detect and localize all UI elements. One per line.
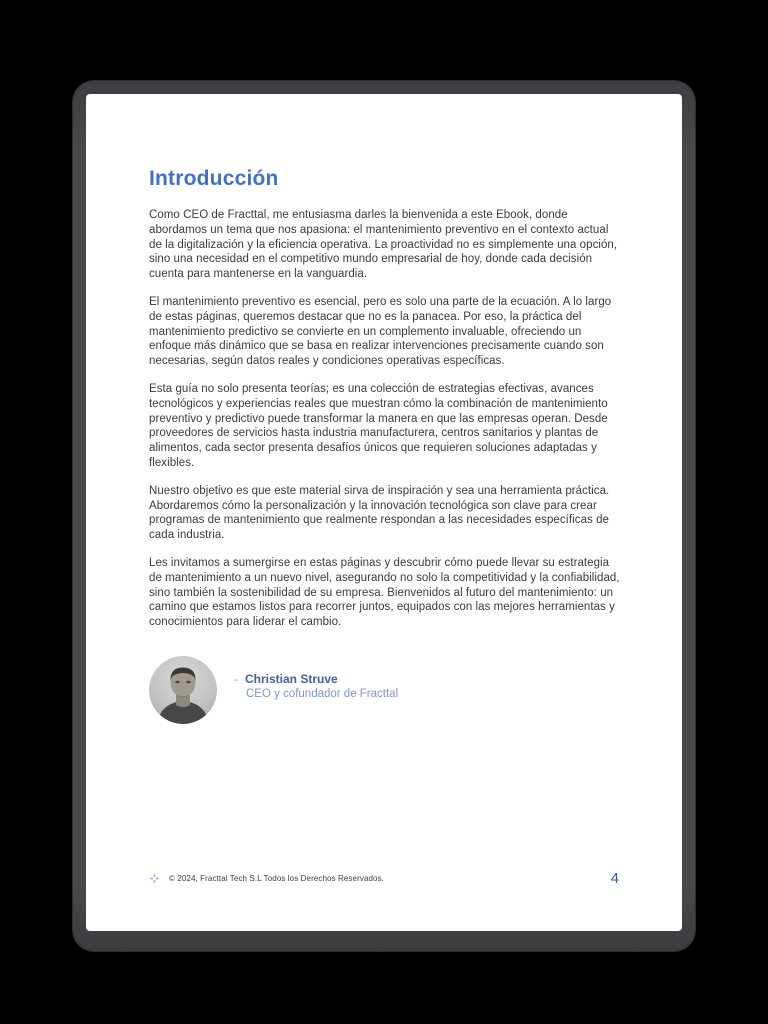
- footer-copyright: © 2024, Fracttal Tech S.L Todos los Derechos Reservados.: [169, 874, 385, 883]
- author-role: CEO y cofundador de Fracttal: [246, 687, 399, 700]
- author-name: Christian Struve: [245, 671, 338, 686]
- fracttal-sparkle-icon: [149, 873, 160, 884]
- paragraph: Como CEO de Fracttal, me entusiasma darles la bienvenida a este Ebook, donde abordamos un tema que nos apasiona: el mantenimiento preventivo en el contexto actual de la digitalización y la eficiencia operativa. La proactividad no es simplemente una opción, sino una necesidad en el competitivo mundo empresarial de hoy, donde cada decisión cuenta para mantenerse en la vanguardia.: [149, 209, 618, 281]
- paragraph: Les invitamos a sumergirse en estas páginas y descubrir cómo puede llevar su estrategia de mantenimiento a un nuevo nivel, asegurando no solo la competitividad y la confiabilidad, sino también la sostenibilidad de su empresa. Bienvenidos al futuro del mantenimiento: un camino que estamos listos para recorrer juntos, equipados con las mejores herramientas y conocimientos para liderar el cambio.: [149, 556, 620, 629]
- author-photo: [149, 656, 217, 724]
- paragraph: Esta guía no solo presenta teorías; es una colección de estrategias efectivas, avances tecnológicos y experiencias reales que muestran cómo la combinación de mantenimiento preventivo y predictivo puede transformar la manera en que las empresas operan. Desde proveedores de servicios hasta industria manufacturera, centros sanitarios y plantas de alimentos, cada sector presenta desafíos únicos que requieren soluciones adaptadas y flexibles.: [149, 382, 608, 469]
- author-text: [234, 656, 398, 702]
- page-title: Introducción: [149, 167, 279, 190]
- page-number: 4: [610, 870, 619, 887]
- author-block: [149, 656, 619, 724]
- paragraph: El mantenimiento preventivo es esencial, pero es solo una parte de la ecuación. A lo largo de estas páginas, queremos destacar que no es la panacea. Por eso, la práctica del mantenimiento predictivo se convierte en un complemento invaluable, ofreciendo un enfoque más dinámico que se basa en realizar intervenciones precisamente cuando son necesarias, según datos reales y condiciones operativas específicas.: [149, 295, 612, 368]
- body-paragraphs: [149, 208, 623, 630]
- portrait-illustration: [149, 656, 217, 724]
- author-dash: -: [234, 671, 238, 686]
- ebook-page: [86, 94, 682, 931]
- ebook-page-frame: [72, 80, 696, 952]
- paragraph: Nuestro objetivo es que este material sirva de inspiración y sea una herramienta práctica. Abordaremos cómo la personalización y la innovación tecnológica son clave para crear programas de mantenimiento que realmente respondan a las necesidades específicas de cada industria.: [149, 484, 610, 542]
- author-name-row: [234, 672, 398, 687]
- page-footer: [149, 870, 619, 887]
